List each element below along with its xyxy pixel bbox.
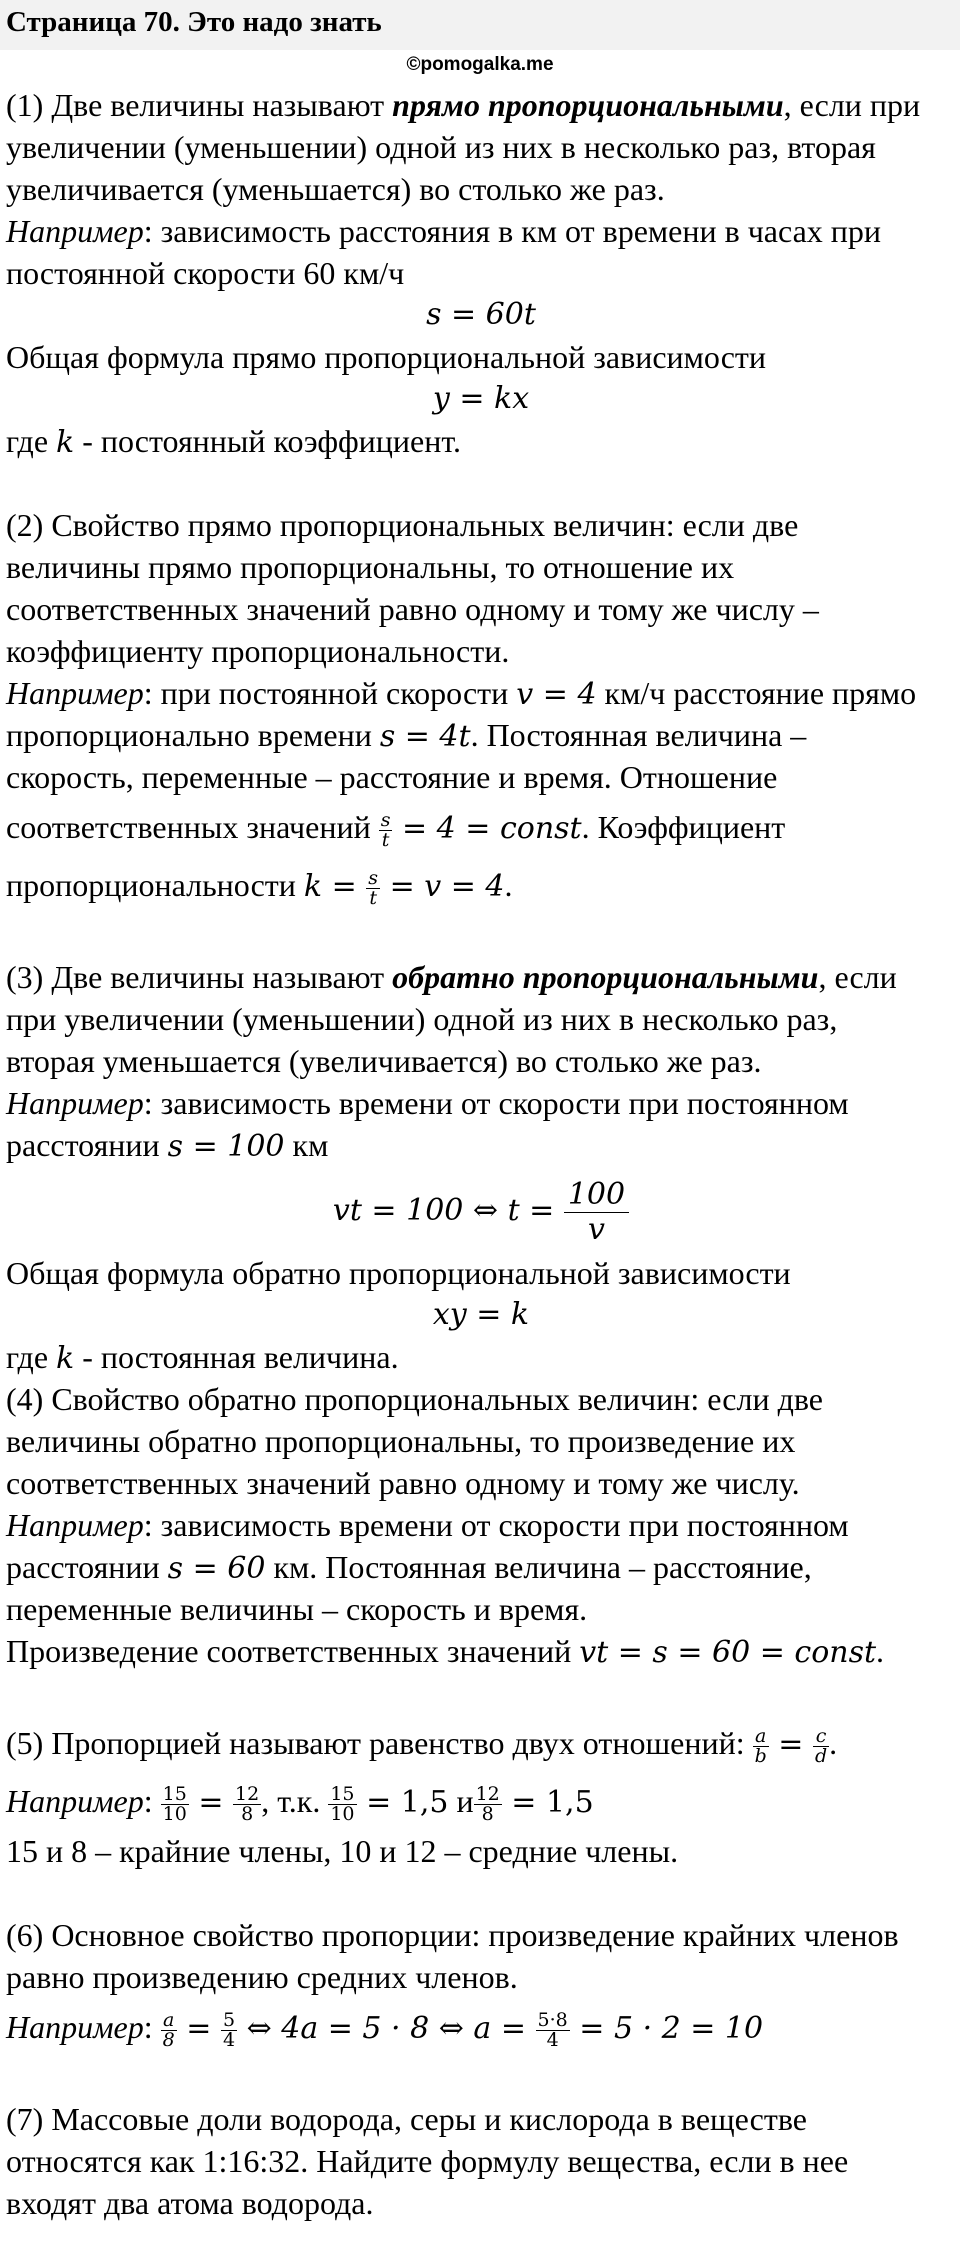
section-1	[6, 84, 956, 462]
paragraph-line: величины обратно пропорциональны, то произведение их	[6, 1423, 796, 1459]
fraction: $\frac{15}{10}$	[162, 1783, 187, 1826]
paragraph-line: (3) Две величины называют обратно пропорциональными, если	[6, 959, 897, 995]
formula: y = kx	[432, 381, 530, 416]
fraction: $\frac{15}{10}$	[330, 1783, 355, 1826]
paragraph-line: входят два атома водорода.	[6, 2185, 374, 2221]
example-label: Например	[6, 675, 144, 711]
example-line: Например: зависимость времени от скорости при постоянном	[6, 1085, 849, 1121]
example-line: Например: при постоянной скорости v = 4 км/ч расстояние прямо	[6, 675, 917, 712]
paragraph-line: вторая уменьшается (увеличивается) во столько же раз.	[6, 1043, 762, 1079]
example-label: Например	[6, 2009, 144, 2045]
section-7	[6, 2098, 956, 2224]
example-label: Например	[6, 1507, 144, 1543]
example-label: Например	[6, 1085, 144, 1121]
section-5	[6, 1714, 956, 1872]
section-3	[6, 956, 956, 1378]
paragraph-line: соответственных значений $\frac{s}{t}$ = 4 = const. Коэффициент	[6, 809, 786, 852]
example-line: Например: $\frac{15}{10}$ = $\frac{12}{8}$ , т.к. $\frac{15}{10}$ = 1,5 и $\frac{12}{8}$ = 1,5	[6, 1783, 594, 1826]
paragraph-line: Общая формула прямо пропорциональной зависимости	[6, 339, 766, 375]
section-6	[6, 1914, 956, 2056]
paragraph-line: постоянной скорости 60 км/ч	[6, 255, 405, 291]
example-line: Например: зависимость расстояния в км от времени в часах при	[6, 213, 882, 249]
example-line: Например: $\frac{a}{8}$ = $\frac{5}{4}$ ⇔ 4a = 5 · 8 ⇔ a = $\frac{5\cdot 8}{4}$ = 5 · 2 = 10	[6, 2009, 764, 2052]
fraction: $\frac{5}{4}$	[222, 2009, 236, 2052]
example-label: Например	[6, 213, 144, 249]
paragraph-line: соответственных значений равно одному и тому же числу –	[6, 591, 819, 627]
page-header	[0, 0, 960, 50]
paragraph-line: увеличивается (уменьшается) во столько же раз.	[6, 171, 665, 207]
paragraph-line: пропорциональности k = $\frac{s}{t}$ = v = 4.	[6, 867, 513, 910]
paragraph-line: при увеличении (уменьшении) одной из них в несколько раз,	[6, 1001, 838, 1037]
paragraph-line: равно произведению средних членов.	[6, 1959, 518, 1995]
fraction: $\frac{12}{8}$	[235, 1783, 260, 1826]
paragraph-line: Общая формула обратно пропорциональной зависимости	[6, 1255, 791, 1291]
fraction: $\frac{s}{t}$	[368, 867, 379, 910]
fraction: $\frac{a}{8}$	[162, 2009, 175, 2052]
paragraph-line: относятся как 1:16:32. Найдите формулу вещества, если в нее	[6, 2143, 849, 2179]
fraction: $\frac{s}{t}$	[380, 809, 391, 852]
paragraph-line: расстоянии s = 60 км. Постоянная величина – расстояние,	[6, 1549, 812, 1586]
paragraph-line: (1) Две величины называют прямо пропорциональными, если при	[6, 87, 921, 123]
document-body	[6, 84, 956, 2224]
paragraph-line: где k - постоянная величина.	[6, 1339, 399, 1376]
paragraph-line: Произведение соответственных значений vt = s = 60 = const.	[6, 1633, 885, 1670]
paragraph-line: скорость, переменные – расстояние и время. Отношение	[6, 759, 778, 795]
paragraph-line: увеличении (уменьшении) одной из них в несколько раз, вторая	[6, 129, 876, 165]
paragraph-line: переменные величины – скорость и время.	[6, 1591, 588, 1627]
paragraph-line: где k - постоянный коэффициент.	[6, 423, 461, 460]
formula: xy = k	[432, 1297, 530, 1332]
paragraph-line: (4) Свойство обратно пропорциональных величин: если две	[6, 1381, 823, 1417]
paragraph-line: пропорционально времени s = 4t. Постоянная величина –	[6, 717, 807, 754]
fraction: $\frac{c}{d}$	[814, 1725, 828, 1768]
term-direct-proportional: прямо пропорциональными	[392, 87, 784, 123]
formula: vt = 100 ⇔ t = $\frac{100}{v}$	[6, 1166, 956, 1252]
fraction: $\frac{a}{b}$	[754, 1725, 767, 1768]
paragraph-line: соответственных значений равно одному и тому же числу.	[6, 1465, 800, 1501]
fraction: $\frac{12}{8}$	[475, 1783, 500, 1826]
example-line: Например: зависимость времени от скорости при постоянном	[6, 1507, 849, 1543]
section-2	[6, 504, 956, 914]
paragraph-line: (2) Свойство прямо пропорциональных величин: если две	[6, 507, 799, 543]
formula: s = 60t	[426, 297, 536, 332]
page-title: Страница 70. Это надо знать	[6, 6, 382, 38]
example-label: Например	[6, 1783, 144, 1819]
term-inverse-proportional: обратно пропорциональными	[392, 959, 819, 995]
paragraph-line: расстоянии s = 100 км	[6, 1127, 329, 1164]
paragraph-line: (5) Пропорцией называют равенство двух отношений: $\frac{a}{b}$ = $\frac{c}{d}$ .	[6, 1725, 838, 1768]
paragraph-line: величины прямо пропорциональны, то отношение их	[6, 549, 735, 585]
fraction: $\frac{5\cdot 8}{4}$	[537, 2009, 568, 2052]
fraction: $\frac{100}{v}$	[564, 1178, 629, 1247]
section-4	[6, 1378, 956, 1672]
watermark: ©pomogalka.me	[406, 54, 554, 75]
paragraph-line: коэффициенту пропорциональности.	[6, 633, 510, 669]
paragraph-line: 15 и 8 – крайние члены, 10 и 12 – средние члены.	[6, 1833, 679, 1869]
paragraph-line: (7) Массовые доли водорода, серы и кислорода в веществе	[6, 2101, 807, 2137]
paragraph-line: (6) Основное свойство пропорции: произведение крайних членов	[6, 1917, 899, 1953]
